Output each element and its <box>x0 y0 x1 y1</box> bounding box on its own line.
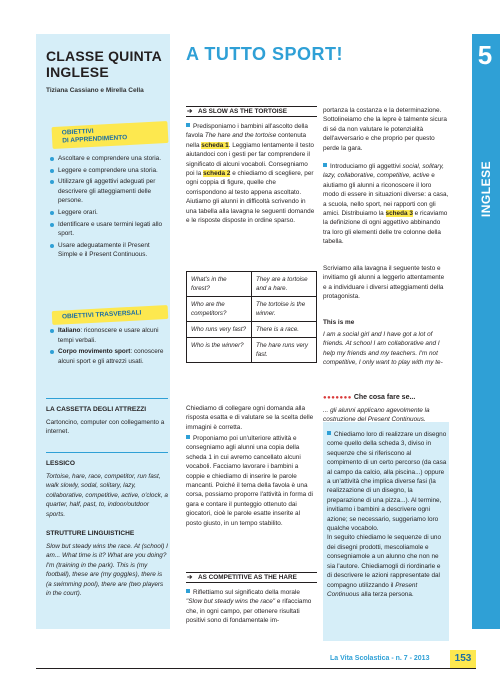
paragraph-board: Scriviamo alla lavagna il seguente testo e invitiamo gli alunni a leggerlo attentamente e a individuare i diversi atteggiamenti della protagonista. <box>323 265 445 301</box>
worksheet-ref: scheda 3 <box>385 210 413 218</box>
chapter-number: 5 <box>477 40 493 70</box>
this-is-me-heading: This is me <box>323 319 355 326</box>
tip-text <box>327 430 447 599</box>
page-title: A TUTTO SPORT! <box>186 44 343 64</box>
tense-name: Present Continuous <box>327 581 418 598</box>
section-heading-hare: ➔ AS COMPETITIVE AS THE HARE <box>186 572 317 583</box>
worksheet-ref: scheda 2 <box>203 170 231 178</box>
fable-title: The hare and the tortoise <box>204 132 277 140</box>
list-item <box>50 208 168 218</box>
lexicon-heading: LESSICO <box>46 460 75 467</box>
list-item <box>50 326 168 345</box>
table-row <box>187 338 317 363</box>
objective-text: Leggere e comprendere una storia. <box>58 166 158 174</box>
table-row <box>187 322 317 338</box>
text: . Leggiamo lentamente il testo aiutandoci con i gesti per far comprendere il significato di alcuni vocaboli. Consegniamo poi la <box>186 141 314 178</box>
paragraph-match: Chiediamo di collegare ogni domanda alla risposta esatta e di valutare se la scelta delle immagini è corretta. <box>186 405 314 431</box>
this-is-me-text: I am a social girl and I have got a lot of friends. At school I am collaborative and I help my friends and my teachers. I'm not competitive, I only want to play with my te- <box>323 331 443 367</box>
table-cell: Who are the competitors? <box>187 297 252 322</box>
objectives-heading-line2: DI APPRENDIMENTO <box>62 134 128 145</box>
subject-title: INGLESE <box>46 64 109 80</box>
divider <box>46 398 168 399</box>
bullet-square-icon <box>186 589 190 593</box>
table-row <box>187 272 317 297</box>
objective-text: Ascoltare e comprendere una storia. <box>58 155 162 162</box>
list-item <box>50 220 168 239</box>
list-item <box>50 166 168 176</box>
objective-text: Identificare e usare termini legati allo sport. <box>58 220 163 238</box>
lexicon-text: Tortoise, hare, race, competitor, run fast, walk slowly, sodal, solitary, lazy, collaborative, competitive, active, o'clock, a quarter, half, past, to, indoor/outdoor sports. <box>46 473 168 518</box>
objectives-heading-line1: OBIETTIVI <box>61 127 94 137</box>
table-cell: What's in the forest? <box>187 272 252 297</box>
paragraph-continuation: portanza la costanza e la determinazione. Sottolineiamo che la lepre è talmente sicura di sé da non valutare le potenzialità dell'avversario e che proprio per questo perde la gara. <box>323 107 447 152</box>
footer-magazine: La Vita Scolastica - n. 7 - 2013 <box>330 655 430 662</box>
transversal-text: : conoscere alcuni sport e gli attrezzi usati. <box>58 348 164 365</box>
paragraph-intro <box>186 122 317 225</box>
question-answer-table <box>186 271 317 363</box>
list-item <box>50 154 168 164</box>
tip-heading <box>323 394 445 401</box>
objective-text: Usare adeguatamente il Present Simple e il Present Continuous. <box>58 241 150 259</box>
text: e aiutiamo gli alunni a riconoscere il loro modo di essere in situazioni diverse: a casa, a scuola, nello sport, nei rapporti con gli amici. Distribuiamo la <box>323 172 449 218</box>
list-item <box>50 241 168 260</box>
worksheet-ref: scheda 1 <box>201 141 229 149</box>
bullet-square-icon <box>327 431 331 435</box>
paragraph-activity <box>186 434 317 528</box>
table-cell: Who runs very fast? <box>187 322 252 338</box>
transversal-heading-text: OBIETTIVI TRASVERSALI <box>61 309 142 321</box>
footer-divider <box>36 668 476 669</box>
text: Proponiamo poi un'ulteriore attività e consegniamo agli alunni una copia della scheda 1 in cui avremo cancellato alcuni vocaboli. Facciamo lavorare i bambini a coppie e chiediamo di inserire le parole mancanti. Poiché il tema della favola è una corsa, possiamo proporre l'attività in forma di gara e contare il punteggio ottenuto dai giocatori, cioè le parole esatte inserite al posto giusto, in un tempo stabilito. <box>186 435 313 527</box>
table-cell: They are a tortoise and a hare. <box>252 272 317 297</box>
divider <box>46 452 168 453</box>
toolbox-text: Cartoncino, computer con collegamento a internet. <box>46 419 165 436</box>
tip-subheading: ... gli alunni applicano agevolmente la costruzione del Present Continuous. <box>323 407 430 424</box>
adjectives-list: social, solitary, lazy, collaborative, competitive, active <box>323 163 444 180</box>
transversal-subject: Corpo movimento sport <box>58 348 131 356</box>
table-row <box>187 297 317 322</box>
bullet-square-icon <box>323 163 327 167</box>
chapter-tab <box>472 34 500 629</box>
text: e chiediamo di scegliere, per ogni coppia di figure, quelle che corrispondono al testo appena ascoltato. Aiutiamo gli alunni in difficoltà scrivendo in una tabella alla lavagna le seguenti domande e le risposte disposte in ordine sparso. <box>186 170 315 225</box>
section-heading-tortoise: ➔ AS SLOW AS THE TORTOISE <box>186 106 317 117</box>
transversal-text: : riconoscere e usare alcuni tempi verbali. <box>58 327 159 344</box>
objective-text: Leggere orari. <box>58 208 98 216</box>
structures-heading: STRUTTURE LINGUISTICHE <box>46 530 135 537</box>
table-cell: There is a race. <box>252 322 317 338</box>
text: In seguito chiediamo le sequenze di uno dei disegni prodotti, mescoliamole e consegniamole a un alunno che non ne sia l'autore. Chiediamogli di riordinarle e di descrivere le azioni rappresentate dal compagno utilizzando il <box>327 534 442 589</box>
tip-heading-text: Che cosa fare se... <box>353 394 416 401</box>
text: alla terza persona. <box>359 590 414 598</box>
structures-text: Slow but steady wins the race. At (school) I am... What time is it? What are you doing? I'm (training in the park). This is (my football), these are (my goggles), there is (a swimming pool), there are (two players in the court). <box>46 543 168 598</box>
text: e rifacciamo che, in ogni campo, per ottenere risultati positivi sono di fondamentale im- <box>186 598 312 625</box>
transversal-subject: Italiano <box>58 327 81 334</box>
paragraph-moral <box>186 588 317 626</box>
authors: Tiziana Cassiano e Mirella Cella <box>46 87 144 94</box>
list-item <box>50 347 168 366</box>
bullet-square-icon <box>186 435 190 439</box>
class-title: CLASSE QUINTA <box>46 48 162 64</box>
text: Riflettiamo sul significato della morale <box>193 589 300 596</box>
text: contenuta nella <box>186 132 307 149</box>
toolbox-heading: LA CASSETTA DEGLI ATTREZZI <box>46 406 147 413</box>
bullet-square-icon <box>186 123 190 127</box>
chapter-label-text: INGLESE <box>479 160 493 218</box>
transversal-list <box>50 326 168 368</box>
objectives-list <box>50 154 168 262</box>
text: Introduciamo gli aggettivi <box>330 163 403 170</box>
table-cell: Who is the winner? <box>187 338 252 363</box>
text: Predisponiamo i bambini all'ascolto della favola <box>186 123 308 140</box>
dots-icon: ●●●●●●● <box>323 395 352 401</box>
chapter-label <box>474 150 498 230</box>
table-cell: The tortoise is the winner. <box>252 297 317 322</box>
text: Chiediamo loro di realizzare un disegno come quello della scheda 3, diviso in sequenze che si riferiscono al compimento di un certo percorso (da casa al campo da calcio, alla piscina...) oppure a un'attività che implica diverse fasi (la realizzazione di un disegno, la preparazione di una pizza...). Al termine, invitiamo i bambini a descrivere ogni azione; se necessario, suggeriamo loro qualche vocabolo. <box>327 431 447 533</box>
paragraph-adjectives <box>323 162 449 247</box>
page-number: 153 <box>450 650 476 668</box>
objective-text: Utilizzare gli aggettivi adeguati per descrivere gli atteggiamenti delle persone. <box>58 178 156 205</box>
text: e ricaviamo la definizione di ogni aggettivo abbinando tra loro gli elementi delle tre colonne della tabella. <box>323 210 448 246</box>
table-cell: The hare runs very fast. <box>252 338 317 363</box>
list-item <box>50 177 168 206</box>
moral-quote: "Slow but steady wins the race" <box>186 598 276 606</box>
